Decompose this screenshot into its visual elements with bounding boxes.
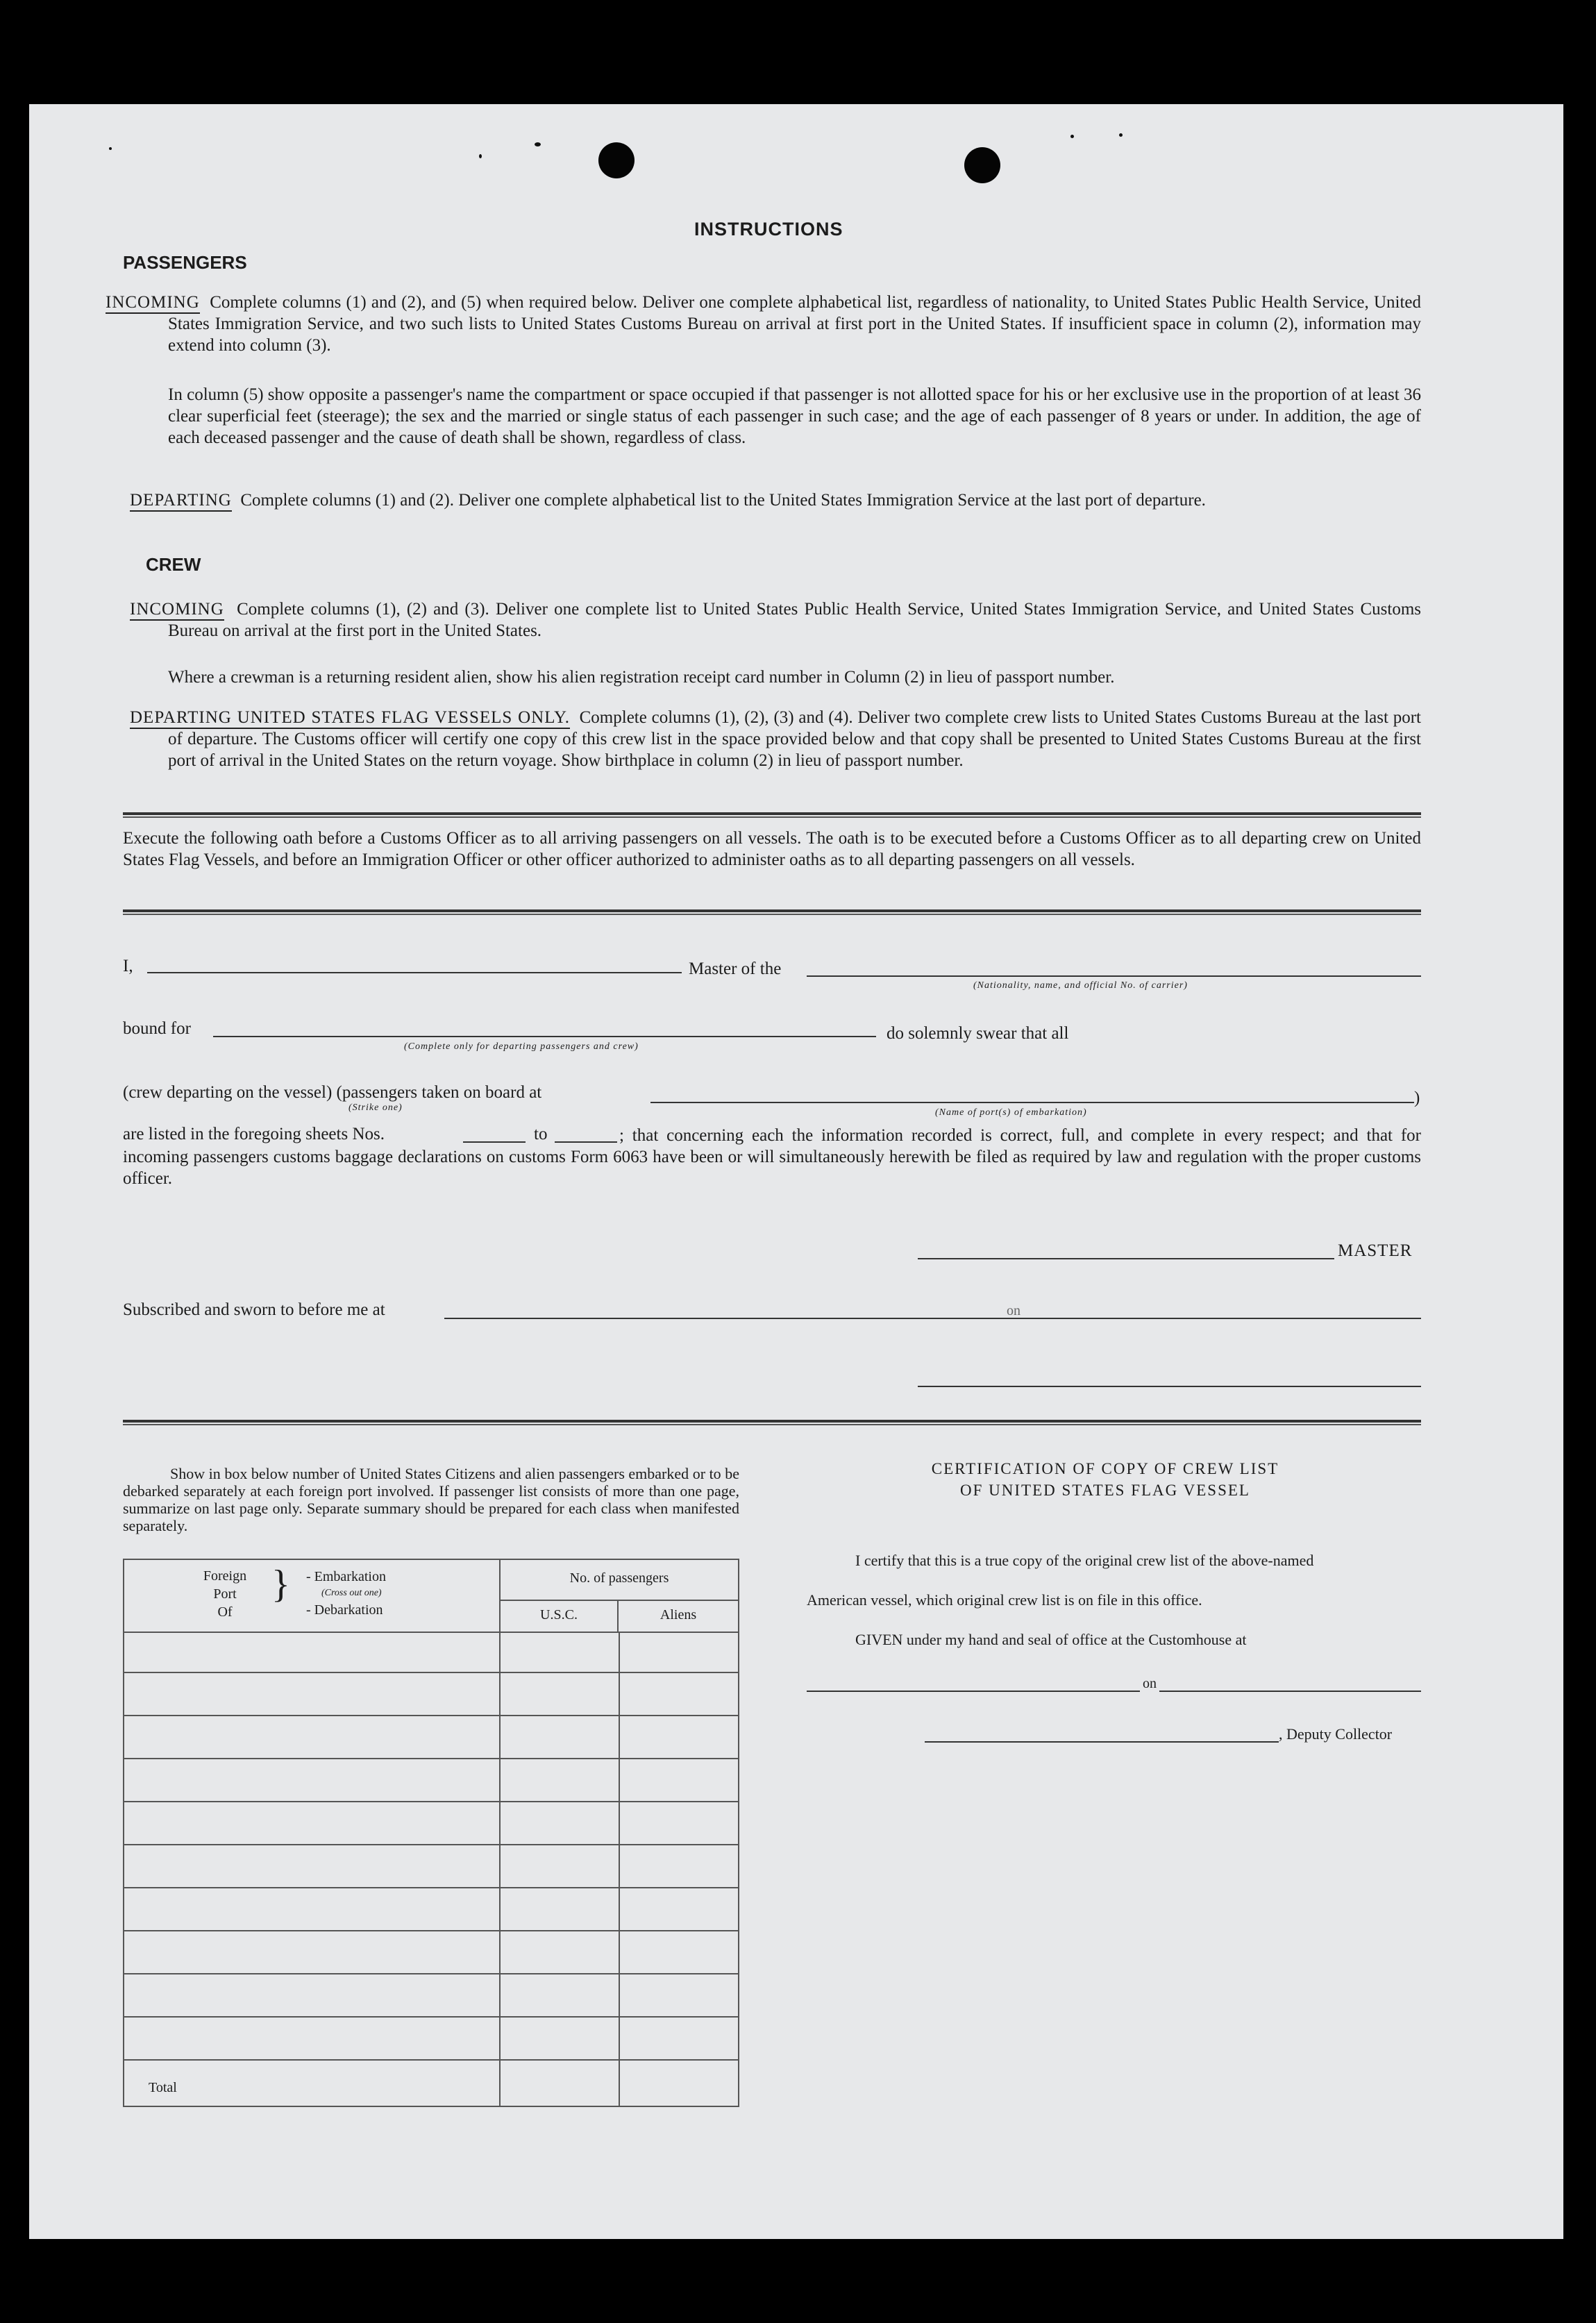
- master-signature-line[interactable]: [918, 1258, 1334, 1259]
- speck: [479, 154, 482, 158]
- aliens-cell[interactable]: [619, 1632, 739, 1673]
- total-cell: [124, 2060, 500, 2106]
- usc-total-cell[interactable]: [500, 2060, 619, 2106]
- usc-label: U.S.C.: [540, 1607, 578, 1622]
- port-label: Port: [213, 1586, 237, 1602]
- aliens-cell[interactable]: [619, 1759, 739, 1802]
- strike-caption: (Strike one): [348, 1102, 403, 1113]
- port-cell[interactable]: [124, 1759, 500, 1802]
- subscribed-label: Subscribed and sworn to before me at: [123, 1300, 385, 1319]
- debarkation-label: - Debarkation: [306, 1602, 383, 1618]
- port-cell[interactable]: [124, 1931, 500, 1974]
- aliens-cell[interactable]: [619, 1888, 739, 1931]
- customhouse-field[interactable]: [807, 1691, 1421, 1692]
- flag-vessels-paragraph: [106, 707, 1421, 771]
- flag-vessels-text: Complete columns (1), (2), (3) and (4). Deliver two complete crew lists to United States Customs Bureau at the last port of departure. The Customs officer will certify one copy of this crew list in the space provided below and that copy shall be presented to United States Customs Bureau at the first port of arrival in the United States on the return voyage. Show birthplace in column (2) in lieu of passport number.: [168, 708, 1421, 770]
- passengers-incoming-paragraph: [106, 292, 1421, 356]
- certify-line1: I certify that this is a true copy of the original crew list of the above-named: [855, 1552, 1314, 1569]
- port-cell[interactable]: [124, 1716, 500, 1759]
- passengers-heading: PASSENGERS: [123, 252, 247, 273]
- incoming-text: Complete columns (1) and (2), and (5) when required below. Deliver one complete alphabetical list, regardless of nationality, to United States Public Health Service, United States Immigration Service, and two such lists to United States Customs Bureau on arrival at first port in the United States. If insufficient space in column (2), information may extend into column (3).: [168, 293, 1421, 355]
- master-name-field[interactable]: [147, 972, 682, 973]
- bound-for-field[interactable]: [213, 1036, 876, 1037]
- usc-cell[interactable]: [500, 1672, 619, 1716]
- passengers-departing-paragraph: [106, 489, 1421, 511]
- deputy-collector-label: , Deputy Collector: [1279, 1725, 1393, 1743]
- port-cell[interactable]: [124, 1672, 500, 1716]
- divider: [123, 1420, 1421, 1425]
- close-paren: ): [1414, 1089, 1420, 1107]
- departing-text: Complete columns (1) and (2). Deliver one complete alphabetical list to the United States Immigration Service at the last port of departure.: [240, 491, 1206, 510]
- sworn-place-field[interactable]: [444, 1318, 1421, 1319]
- listed-text: [123, 1125, 1421, 1189]
- port-cell[interactable]: [124, 2017, 500, 2060]
- speck: [535, 142, 541, 146]
- speck: [1119, 133, 1123, 137]
- no-passengers-label: No. of passengers: [569, 1570, 669, 1586]
- embarkation-caption: (Name of port(s) of embarkation): [935, 1107, 1087, 1118]
- master-label: MASTER: [1338, 1241, 1413, 1260]
- certification-on-label: on: [1140, 1676, 1159, 1692]
- total-label: Total: [149, 2080, 177, 2095]
- cross-out-caption: (Cross out one): [321, 1588, 382, 1598]
- bound-for-label: bound for: [123, 1019, 191, 1038]
- listed-prefix: are listed in the foregoing sheets Nos.: [123, 1125, 385, 1143]
- aliens-cell[interactable]: [619, 2017, 739, 2060]
- sworn-on-label: on: [1007, 1303, 1020, 1318]
- crew-incoming-paragraph: [106, 598, 1421, 641]
- usc-cell[interactable]: [500, 1632, 619, 1673]
- listed-statement: ; that concerning each the information recorded is correct, full, and complete in every respect; and that for incoming passengers customs baggage declarations on customs Form 6063 have been or will simultaneously herewith be filed as required by law and regulation with the proper customs officer.: [123, 1126, 1421, 1188]
- of-label: Of: [217, 1604, 233, 1620]
- carrier-caption: (Nationality, name, and official No. of carrier): [973, 980, 1188, 991]
- embarkation-port-field[interactable]: [650, 1102, 1414, 1103]
- usc-cell[interactable]: [500, 2017, 619, 2060]
- crew-incoming-label: INCOMING: [130, 600, 224, 621]
- summary-instructions-text: Show in box below number of United States Citizens and alien passengers embarked or to be debarked separately at each foreign port involved. If passenger list consists of more than one page, summarize on last page only. Separate summary should be prepared for each class when manifested separately.: [123, 1465, 739, 1534]
- certify-line2: American vessel, which original crew list is on file in this office.: [807, 1591, 1202, 1609]
- port-header-cell: [124, 1559, 500, 1632]
- port-cell[interactable]: [124, 1632, 500, 1673]
- aliens-cell[interactable]: [619, 1974, 739, 2017]
- aliens-label: Aliens: [660, 1607, 697, 1622]
- punch-hole-left: [598, 142, 635, 178]
- certification-title: [828, 1458, 1383, 1501]
- passengers-header-cell: [500, 1559, 739, 1632]
- foreign-label: Foreign: [203, 1568, 247, 1584]
- passenger-summary-table: [123, 1559, 739, 2107]
- port-cell[interactable]: [124, 1845, 500, 1888]
- aliens-cell[interactable]: [619, 1672, 739, 1716]
- given-line: GIVEN under my hand and seal of office at the Customhouse at: [855, 1631, 1247, 1648]
- usc-cell[interactable]: [500, 1759, 619, 1802]
- port-cell[interactable]: [124, 1888, 500, 1931]
- incoming-label: INCOMING: [106, 293, 200, 314]
- embarkation-label: - Embarkation: [306, 1569, 386, 1584]
- departing-caption: (Complete only for departing passengers and crew): [404, 1041, 639, 1052]
- aliens-cell[interactable]: [619, 1931, 739, 1974]
- crew-option-label: (crew departing on the vessel) (passengers taken on board at: [123, 1083, 542, 1102]
- divider: [123, 909, 1421, 915]
- certification-title-line1: CERTIFICATION OF COPY OF CREW LIST: [931, 1460, 1279, 1477]
- usc-cell[interactable]: [500, 1845, 619, 1888]
- usc-cell[interactable]: [500, 1716, 619, 1759]
- usc-cell[interactable]: [500, 1931, 619, 1974]
- usc-cell[interactable]: [500, 1888, 619, 1931]
- master-of-label: Master of the: [689, 959, 782, 978]
- crew-incoming-text: Complete columns (1), (2) and (3). Deliver one complete list to United States Public Health Service, United States Immigration Service, and United States Customs Bureau on arrival at the first port in the United States.: [168, 600, 1422, 640]
- punch-hole-right: [964, 147, 1000, 183]
- form-sheet: [29, 104, 1563, 2239]
- deputy-collector-signature[interactable]: [925, 1741, 1279, 1743]
- column5-paragraph: In column (5) show opposite a passenger's name the compartment or space occupied if that passenger is not allotted space for his or her exclusive use in the proportion of at least 36 clear superficial feet (steerage); the sex and the married or single status of each passenger in such case; and the age of each passenger of 8 years or under. In addition, the age of each deceased passenger and the cause of death shall be shown, regardless of class.: [168, 385, 1421, 447]
- instructions-title: INSTRUCTIONS: [694, 219, 843, 240]
- aliens-total-cell[interactable]: [619, 2060, 739, 2106]
- port-cell[interactable]: [124, 1802, 500, 1845]
- aliens-cell[interactable]: [619, 1716, 739, 1759]
- crew-heading: CREW: [146, 554, 201, 575]
- officer-signature-line[interactable]: [918, 1386, 1421, 1387]
- certification-title-line2: OF UNITED STATES FLAG VESSEL: [960, 1482, 1250, 1499]
- usc-cell[interactable]: [500, 1802, 619, 1845]
- flag-vessels-label: DEPARTING UNITED STATES FLAG VESSELS ONLY.: [130, 708, 570, 729]
- divider: [123, 812, 1421, 818]
- carrier-field[interactable]: [807, 975, 1421, 977]
- port-cell[interactable]: [124, 1974, 500, 2017]
- to-label: to: [534, 1125, 548, 1143]
- departing-label: DEPARTING: [130, 491, 232, 512]
- crewman-paragraph: Where a crewman is a returning resident alien, show his alien registration receipt card number in Column (2) in lieu of passport number.: [168, 668, 1115, 687]
- aliens-cell[interactable]: [619, 1802, 739, 1845]
- usc-cell[interactable]: [500, 1974, 619, 2017]
- oath-intro: Execute the following oath before a Customs Officer as to all arriving passengers on all vessels. The oath is to be executed before a Customs Officer as to all departing crew on United States Flag Vessels, and before an Immigration Officer or other officer authorized to administer oaths as to all departing passengers on all vessels.: [123, 829, 1421, 869]
- speck: [1070, 135, 1074, 138]
- swear-label: do solemnly swear that all: [887, 1024, 1069, 1043]
- summary-instructions: [123, 1465, 739, 1534]
- brace: }: [271, 1563, 290, 1606]
- aliens-cell[interactable]: [619, 1845, 739, 1888]
- speck: [109, 147, 112, 150]
- oath-i-label: I,: [123, 957, 133, 975]
